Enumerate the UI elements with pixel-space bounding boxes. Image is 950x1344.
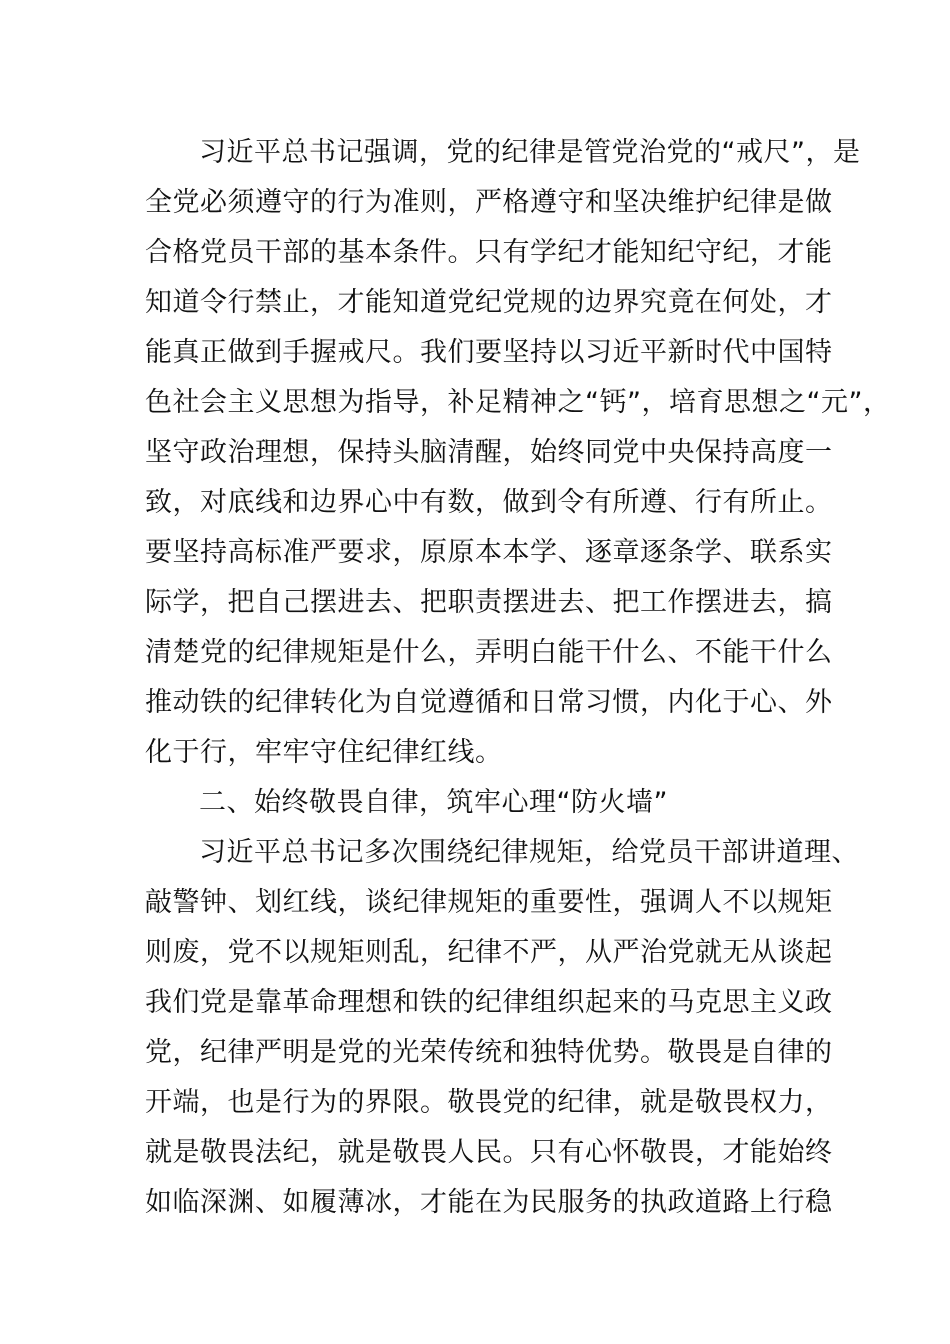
- paragraph-line: 化于行，牢牢守住纪律红线。: [145, 737, 503, 768]
- paragraph-line: 全党必须遵守的行为准则，严格遵守和坚决维护纪律是做: [145, 187, 833, 218]
- paragraph-line: 我们党是靠革命理想和铁的纪律组织起来的马克思主义政: [145, 987, 833, 1018]
- paragraph-line: 开端，也是行为的界限。敬畏党的纪律，就是敬畏权力，: [145, 1087, 833, 1118]
- paragraph-line: 如临深渊、如履薄冰，才能在为民服务的执政道路上行稳: [145, 1187, 833, 1218]
- paragraph-line: 色社会主义思想为指导，补足精神之“钙”，培育思想之“元”，: [145, 387, 891, 418]
- paragraph-line: 能真正做到手握戒尺。我们要坚持以习近平新时代中国特: [145, 337, 833, 368]
- paragraph-line: 际学，把自己摆进去、把职责摆进去、把工作摆进去，搞: [145, 587, 833, 618]
- paragraph-line: 推动铁的纪律转化为自觉遵循和日常习惯，内化于心、外: [145, 687, 833, 718]
- document-body: [145, 128, 891, 1228]
- paragraph-line: 则废，党不以规矩则乱，纪律不严，从严治党就无从谈起: [145, 937, 833, 968]
- paragraph-line: 合格党员干部的基本条件。只有学纪才能知纪守纪，才能: [145, 237, 833, 268]
- paragraph-line: 党，纪律严明是党的光荣传统和独特优势。敬畏是自律的: [145, 1037, 833, 1068]
- paragraph-line: 敲警钟、划红线，谈纪律规矩的重要性，强调人不以规矩: [145, 887, 833, 918]
- paragraph-line: 致，对底线和边界心中有数，做到令有所遵、行有所止。: [145, 487, 833, 518]
- paragraph-line: 知道令行禁止，才能知道党纪党规的边界究竟在何处，才: [145, 287, 833, 318]
- paragraph-line: 要坚持高标准严要求，原原本本学、逐章逐条学、联系实: [145, 537, 833, 568]
- paragraph-line: 习近平总书记强调，党的纪律是管党治党的“戒尺”，是: [199, 137, 861, 168]
- paragraph-line: 清楚党的纪律规矩是什么，弄明白能干什么、不能干什么: [145, 637, 833, 668]
- paragraph-line: 坚守政治理想，保持头脑清醒，始终同党中央保持高度一: [145, 437, 833, 468]
- paragraph-line: 习近平总书记多次围绕纪律规矩，给党员干部讲道理、: [199, 837, 859, 868]
- paragraph-line: 就是敬畏法纪，就是敬畏人民。只有心怀敬畏，才能始终: [145, 1137, 833, 1168]
- section-heading: 二、始终敬畏自律，筑牢心理“防火墙”: [199, 787, 668, 818]
